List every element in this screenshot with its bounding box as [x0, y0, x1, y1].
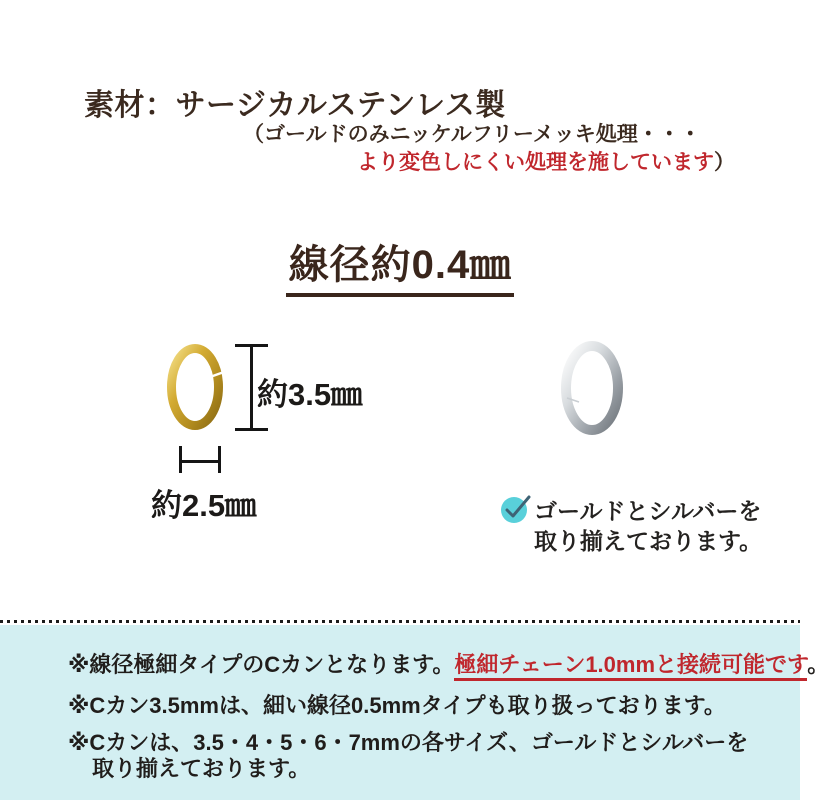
availability-text: [534, 496, 762, 556]
availability-line2: 取り揃えております。: [534, 528, 763, 554]
plating-note-close-paren: ）: [714, 151, 735, 174]
width-measure-cap-right: [218, 446, 221, 473]
note-available-sizes-line2: 取り揃えております。: [92, 756, 311, 781]
note-other-wire-size: ※Cカン3.5mmは、細い線径0.5mmタイプも取り扱っております。: [68, 693, 726, 718]
note-available-sizes-line1: ※Cカンは、3.5・4・5・6・7mmの各サイズ、ゴールドとシルバーを: [68, 730, 749, 755]
notes-section: [0, 625, 829, 800]
material-heading: 素材：サージカルステンレス製: [84, 89, 506, 122]
wire-diameter-title: 線径約0.4㎜: [286, 233, 515, 297]
note1-prefix: ※線径極細タイプのCカンとなります。: [68, 652, 455, 677]
height-dimension-label: 約3.5㎜: [257, 377, 363, 412]
title-row: [0, 233, 800, 297]
height-measure-cap-top: [235, 344, 268, 347]
width-measure-cap-left: [179, 446, 182, 473]
availability-line1: ゴールドとシルバーを: [534, 498, 762, 524]
width-dimension-label: 約2.5㎜: [151, 488, 257, 523]
width-measure-line: [180, 460, 221, 463]
check-icon: [500, 493, 534, 525]
dotted-divider: [0, 620, 800, 623]
plating-note-line2: [357, 146, 735, 176]
note-wire-type: [68, 648, 829, 679]
height-measure-line: [250, 345, 253, 431]
gold-ring-icon: [166, 343, 224, 431]
plating-note-red-text: より変色しにくい処理を施しています: [357, 151, 714, 174]
note1-highlight: 極細チェーン1.0mmと接続可能です: [454, 652, 807, 681]
note1-suffix: 。: [807, 652, 829, 677]
silver-ring-icon: [559, 340, 625, 436]
height-measure-cap-bottom: [235, 428, 268, 431]
plating-note-line1: （ゴールドのみニッケルフリーメッキ処理・・・: [243, 123, 701, 146]
